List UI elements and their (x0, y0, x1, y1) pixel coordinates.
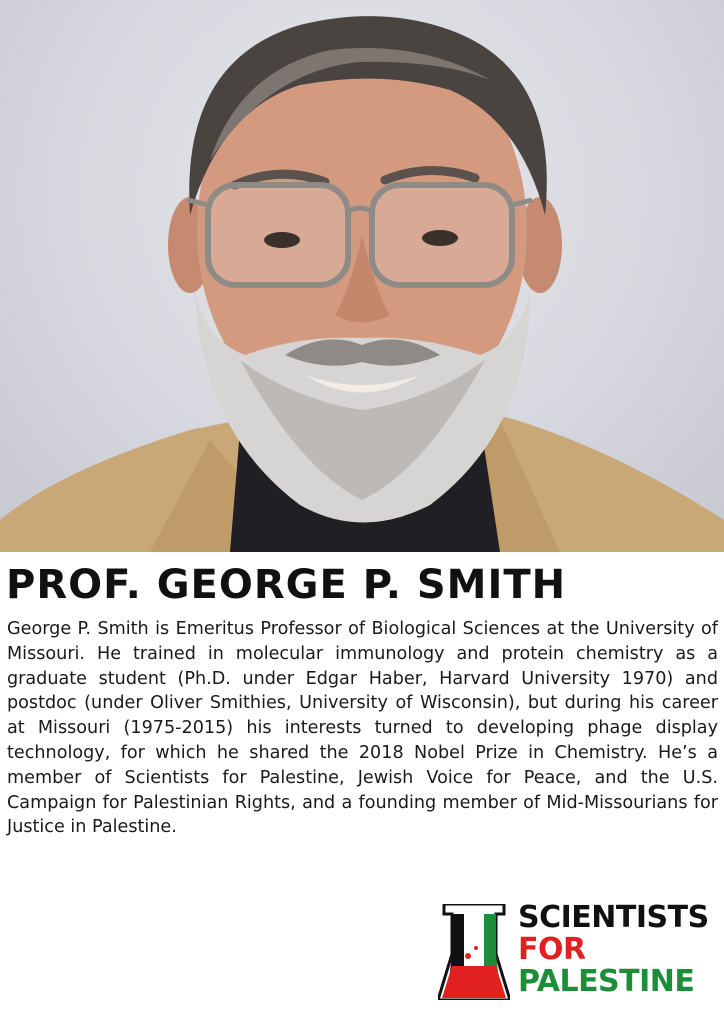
scientists-for-palestine-logo (438, 902, 718, 1000)
logo-text-scientists: SCIENTISTS (518, 900, 709, 935)
profile-name: PROF. GEORGE P. SMITH (6, 562, 567, 608)
logo-text-palestine: PALESTINE (518, 964, 695, 999)
profile-bio: George P. Smith is Emeritus Professor of Biological Sciences at the University of Missouri. He trained in molecular immunology and protein chemistry as a graduate student (Ph.D. under Edgar Haber, Harvard University 1970) and postdoc (under Oliver Smithies, University of Wisconsin), but during his career at Missouri (1975-2015) his interests turned to developing phage display technology, for which he shared the 2018 Nobel Prize in Chemistry. He’s a member of Scientists for Palestine, Jewish Voice for Peace, and the U.S. Campaign for Palestinian Rights, and a founding member of Mid-Missourians for Justice in Palestine. (7, 619, 718, 838)
flask-flag-icon (438, 904, 510, 1000)
logo-text-for: FOR (518, 932, 586, 967)
